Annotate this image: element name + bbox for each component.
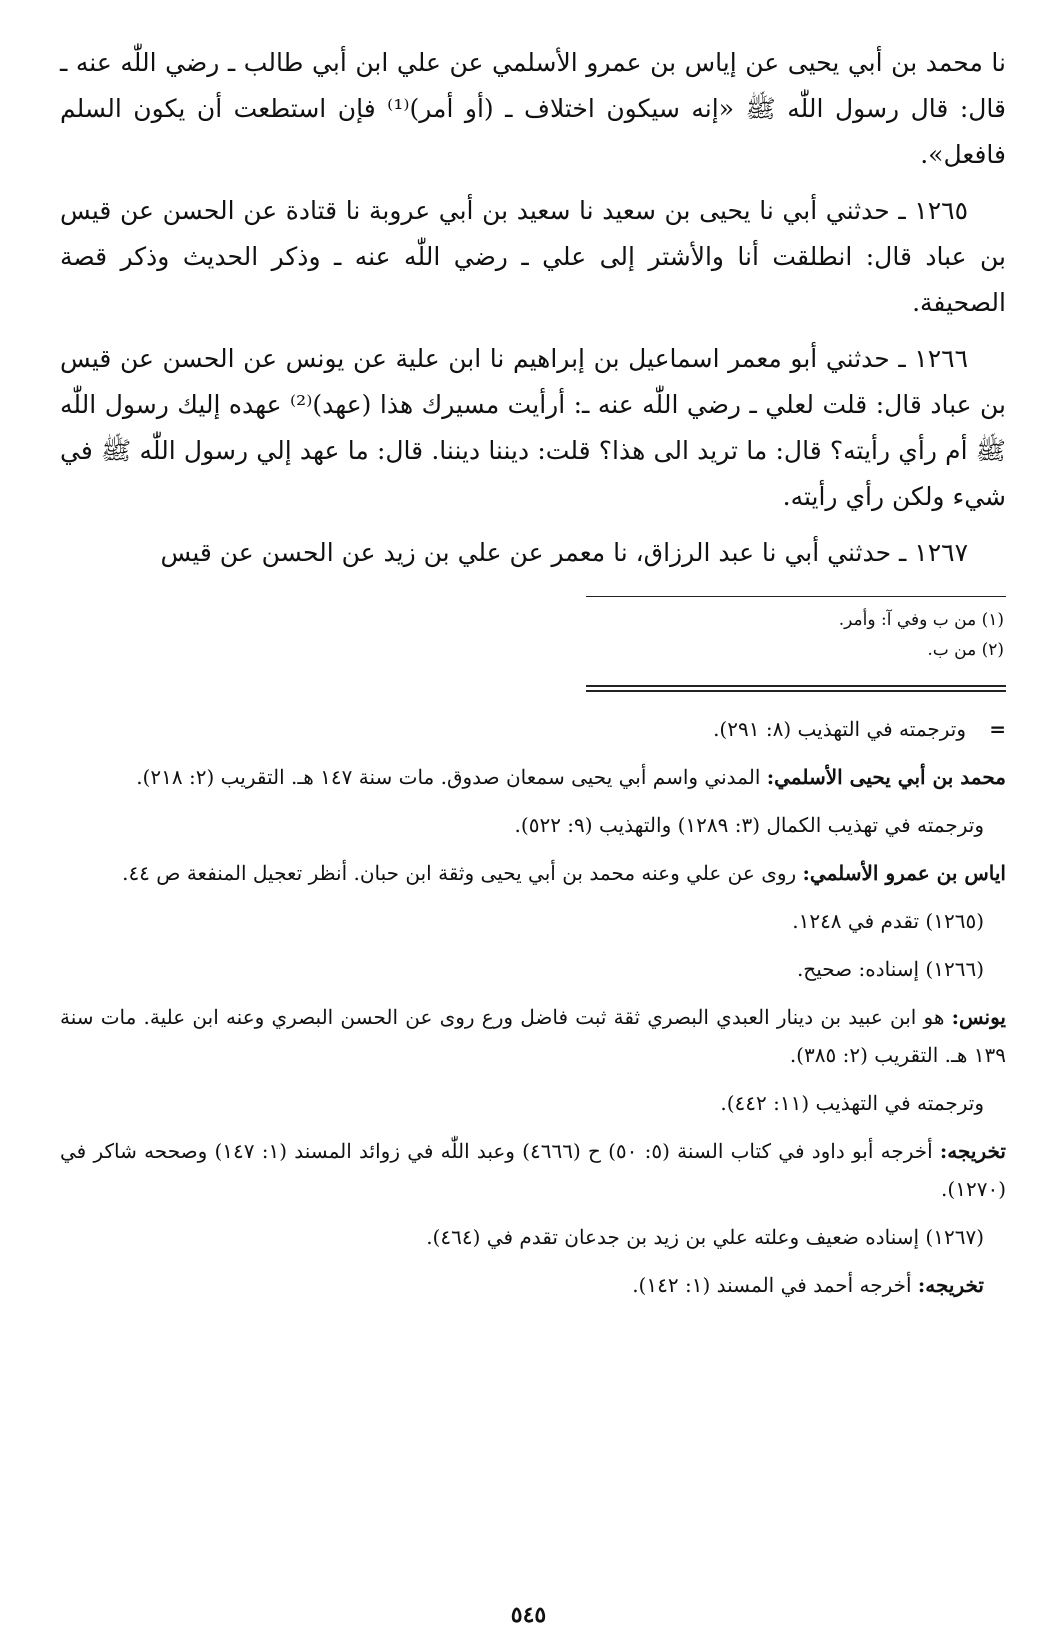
footnote-divider	[586, 596, 1006, 597]
note-text: أخرجه أبو داود في كتاب السنة (٥: ٥٠) ح (٤٦٦٦) وعبد اللّٰه في زوائد المسند (١: ١٤٧) وصححه شاكر في (١٢٧٠).	[60, 1139, 1006, 1201]
note-1267: (١٢٦٧) إسناده ضعيف وعلته علي بن زيد بن جدعان تقدم في (٤٦٤).	[426, 1225, 984, 1249]
note-narrator-muhammad	[60, 758, 1006, 796]
hadith-1266: ١٢٦٦ ـ حدثني أبو معمر اسماعيل بن إبراهيم نا ابن علية عن يونس عن الحسن عن قيس بن عباد قال: قلت لعلي ـ رضي اللّٰه عنه ـ: أرأيت مسيرك هذا (عهد)⁽²⁾ عهده إليك رسول اللّٰه ﷺ أم رأي رأيته؟ قال: ما تريد الى هذا؟ قلت: ديننا ديننا. قال: ما عهد إلي رسول اللّٰه ﷺ في شيء ولكن رأي رأيته.	[60, 344, 1006, 511]
note-tahdhib-kamal: وترجمته في تهذيب الكمال (٣: ١٢٨٩) والتهذيب (٩: ٥٢٢).	[514, 813, 984, 837]
continuation-marker: =	[989, 717, 1006, 741]
note-tahdhib-11: وترجمته في التهذيب (١١: ٤٤٢).	[720, 1091, 984, 1115]
narrator-name: اياس بن عمرو الأسلمي:	[802, 861, 1006, 885]
main-text	[60, 40, 1006, 576]
note-narrator-iyas	[60, 854, 1006, 892]
note-tahdhib-8	[60, 710, 1006, 748]
footnote-2: (٢) من ب.	[927, 640, 1004, 660]
narrator-name: يونس:	[951, 1005, 1006, 1029]
note-takhrij-1267	[60, 1266, 1006, 1304]
note-text: هو ابن عبيد بن دينار العبدي البصري ثقة ثبت فاضل ورع روى عن الحسن البصري وعنه ابن علية. مات سنة ١٣٩ هـ. التقريب (٢: ٣٨٥).	[60, 1005, 1006, 1067]
note-takhrij-1266	[60, 1132, 1006, 1208]
note-text: المدني واسم أبي يحيى سمعان صدوق. مات سنة ١٤٧ هـ. التقريب (٢: ٢١٨).	[136, 765, 767, 789]
takhrij-label: تخريجه:	[939, 1139, 1006, 1163]
note-1265: (١٢٦٥) تقدم في ١٢٤٨.	[792, 909, 984, 933]
note-text: أخرجه أحمد في المسند (١: ١٤٢).	[632, 1273, 918, 1297]
hadith-1267: ١٢٦٧ ـ حدثني أبي نا عبد الرزاق، نا معمر عن علي بن زيد عن الحسن عن قيس	[160, 538, 968, 567]
page-number: ٥٤٥	[510, 1602, 547, 1628]
notes-divider	[586, 685, 1006, 692]
note-narrator-yunus	[60, 998, 1006, 1074]
document-page	[60, 40, 1006, 1314]
footnote-1: (١) من ب وفي آ: وأمر.	[838, 610, 1004, 630]
footnotes	[60, 605, 1006, 665]
narrator-name: محمد بن أبي يحيى الأسلمي:	[766, 765, 1006, 789]
hadith-paragraph-intro: نا محمد بن أبي يحيى عن إياس بن عمرو الأسلمي عن علي ابن أبي طالب ـ رضي اللّٰه عنه ـ قال: قال رسول اللّٰه ﷺ «إنه سيكون اختلاف ـ (أو أمر)⁽¹⁾ فإن استطعت أن يكون السلم فافعل».	[60, 48, 1007, 169]
takhrij-label: تخريجه:	[917, 1273, 984, 1297]
commentary-notes	[60, 710, 1006, 1304]
hadith-1265: ١٢٦٥ ـ حدثني أبي نا يحيى بن سعيد نا سعيد بن أبي عروبة نا قتادة عن الحسن عن قيس بن عباد قال: انطلقت أنا والأشتر إلى علي ـ رضي اللّٰه عنه ـ وذكر الحديث وذكر قصة الصحيفة.	[60, 196, 1006, 317]
note-text: روى عن علي وعنه محمد بن أبي يحيى وثقة ابن حبان. أنظر تعجيل المنفعة ص ٤٤.	[122, 861, 803, 885]
note-1266: (١٢٦٦) إسناده: صحيح.	[796, 957, 984, 981]
note-text: وترجمته في التهذيب (٨: ٢٩١).	[713, 717, 966, 741]
